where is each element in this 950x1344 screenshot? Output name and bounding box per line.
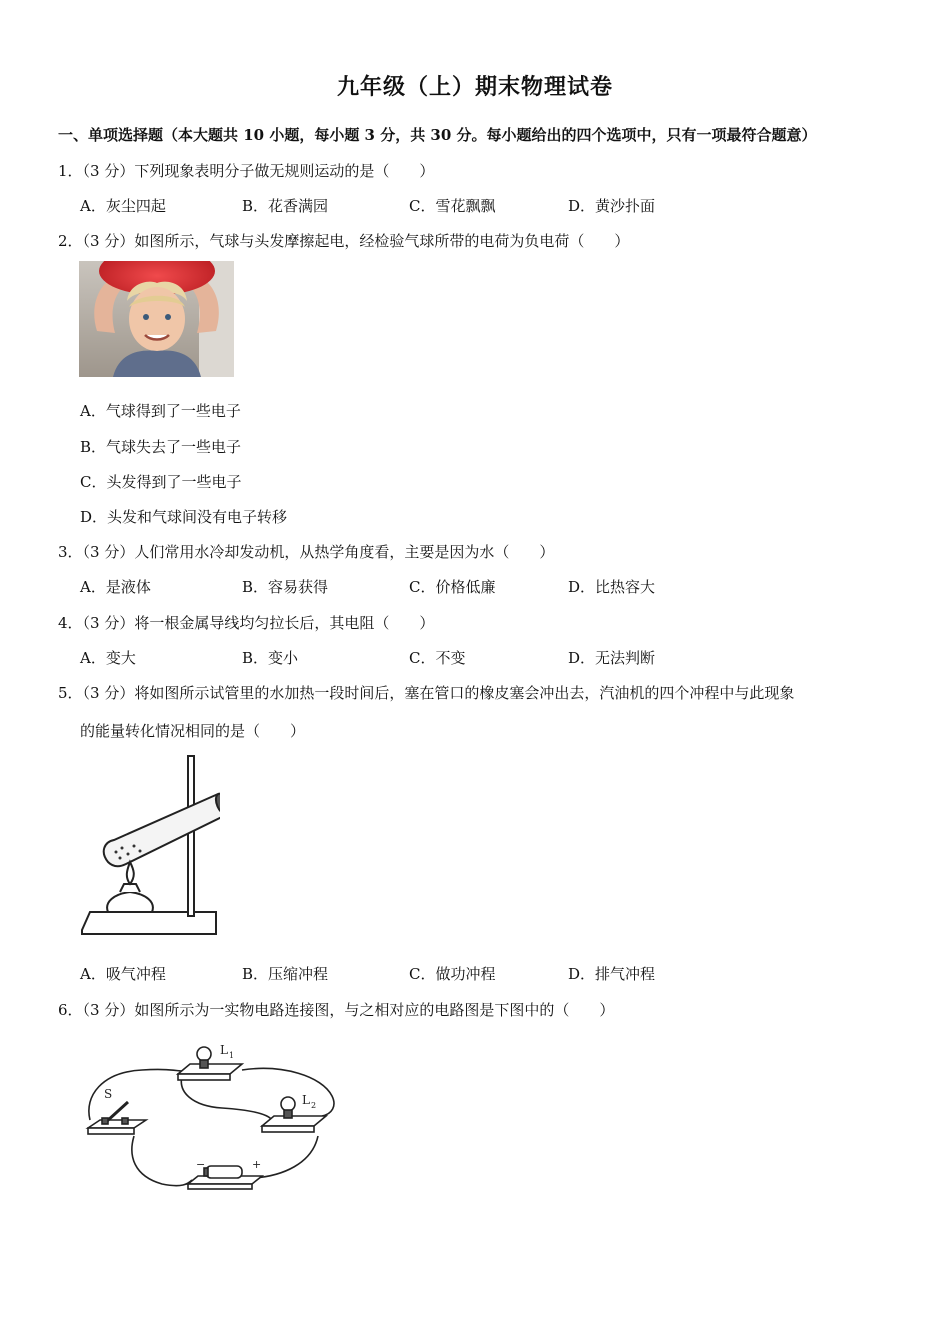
q4-option-b[interactable]: B．变小 <box>242 649 299 667</box>
q2-option-d[interactable]: D．头发和气球间没有电子转移 <box>80 508 288 526</box>
q5-option-b[interactable]: B．压缩冲程 <box>242 965 329 983</box>
battery-plus-label: + <box>252 1158 262 1171</box>
q5-option-c[interactable]: C．做功冲程 <box>409 965 496 983</box>
balloon-hair-photo <box>79 261 234 377</box>
q3-option-a[interactable]: A．是液体 <box>80 578 151 596</box>
battery-minus-label: − <box>196 1158 206 1171</box>
q2-option-b[interactable]: B．气球失去了一些电子 <box>80 438 242 456</box>
q1-option-a[interactable]: A．灰尘四起 <box>80 197 166 215</box>
q5-option-a[interactable]: A．吸气冲程 <box>80 965 166 983</box>
question-5-stem-continued: 的能量转化情况相同的是（ ） <box>80 722 306 740</box>
question-3-stem: 3．（3 分）人们常用水冷却发动机，从热学角度看，主要是因为水（ ） <box>58 543 555 561</box>
q1-option-d[interactable]: D．黄沙扑面 <box>568 197 656 215</box>
q4-option-d[interactable]: D．无法判断 <box>568 649 656 667</box>
q4-option-c[interactable]: C．不变 <box>409 649 466 667</box>
q4-option-a[interactable]: A．变大 <box>80 649 136 667</box>
q3-option-d[interactable]: D．比热容大 <box>568 578 656 596</box>
q2-option-a[interactable]: A．气球得到了一些电子 <box>80 402 241 420</box>
q3-option-c[interactable]: C．价格低廉 <box>409 578 496 596</box>
lamp-l2-subscript: 2 <box>311 1101 317 1110</box>
question-2-stem: 2．（3 分）如图所示，气球与头发摩擦起电，经检验气球所带的电荷为负电荷（ ） <box>58 232 630 250</box>
lamp-l1-subscript: 1 <box>229 1051 235 1060</box>
question-6-stem: 6．（3 分）如图所示为一实物电路连接图，与之相对应的电路图是下图中的（ ） <box>58 1001 615 1019</box>
question-5-options <box>80 963 880 983</box>
test-tube-heating-figure <box>78 752 220 944</box>
section-heading: 一、单项选择题（本大题共 10 小题，每小题 3 分，共 30 分。每小题给出的四个选项中，只有一项最符合题意） <box>58 126 817 144</box>
question-3-options <box>80 576 880 596</box>
question-4-stem: 4．（3 分）将一根金属导线均匀拉长后，其电阻（ ） <box>58 614 435 632</box>
q5-option-d[interactable]: D．排气冲程 <box>568 965 656 983</box>
lamp-l2-label: L <box>302 1093 310 1107</box>
q1-option-b[interactable]: B．花香满园 <box>242 197 329 215</box>
q1-option-c[interactable]: C．雪花飘飘 <box>409 197 496 215</box>
switch-label: S <box>104 1087 113 1101</box>
question-5-stem: 5．（3 分）将如图所示试管里的水加热一段时间后，塞在管口的橡皮塞会冲出去，汽油机的四个冲程中与此现象 <box>58 684 795 702</box>
question-1-stem: 1．（3 分）下列现象表明分子做无规则运动的是（ ） <box>58 162 435 180</box>
question-1-options <box>80 195 880 215</box>
circuit-figure <box>82 1036 362 1192</box>
q3-option-b[interactable]: B．容易获得 <box>242 578 329 596</box>
page-title: 九年级（上）期末物理试卷 <box>336 74 613 100</box>
lamp-l1-label: L <box>220 1043 228 1057</box>
q2-option-c[interactable]: C．头发得到了一些电子 <box>80 473 242 491</box>
question-4-options <box>80 647 880 667</box>
